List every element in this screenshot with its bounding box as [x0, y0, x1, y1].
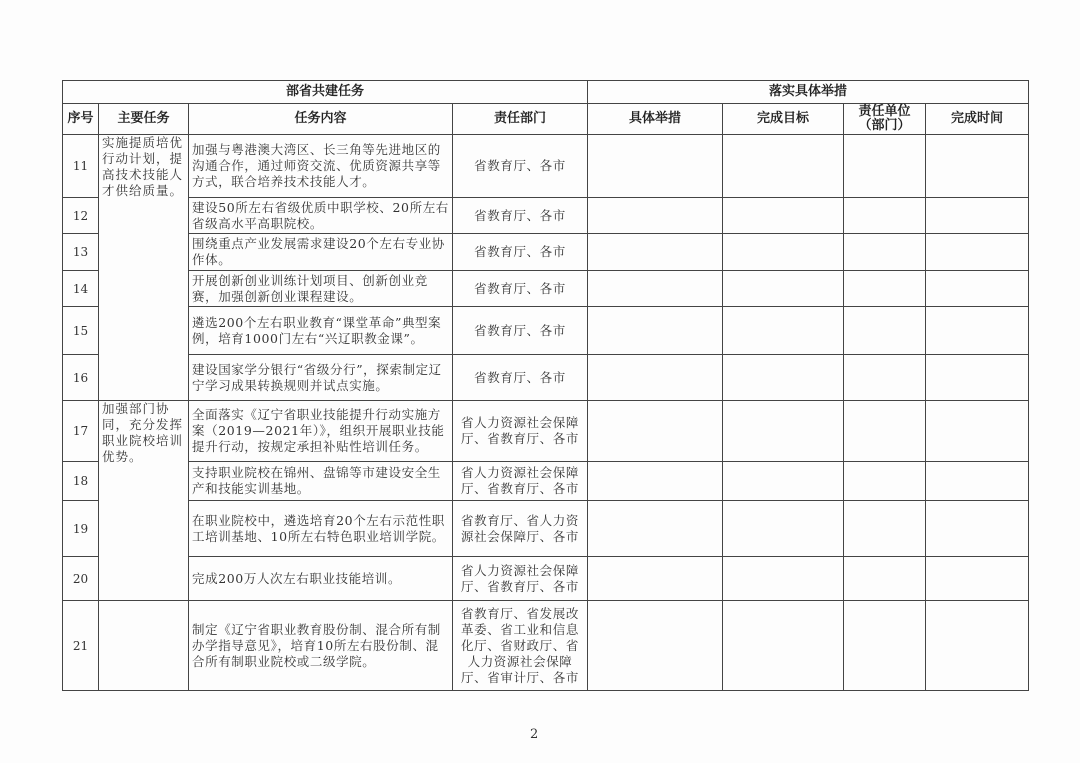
col-header-measures: 具体举措: [588, 104, 723, 135]
unit-cell: [844, 462, 926, 501]
goal-cell: [723, 501, 844, 557]
table-row: [63, 271, 1029, 307]
task-content-cell: 支持职业院校在锦州、盘锦等市建设安全生产和技能实训基地。: [189, 462, 453, 501]
responsible-dept-cell: 省人力资源社会保障厅、省教育厅、各市: [453, 401, 588, 462]
table-row: [63, 401, 1029, 462]
table-row: [63, 135, 1029, 198]
col-header-no: 序号: [63, 104, 99, 135]
measures-cell: [588, 401, 723, 462]
unit-cell: [844, 135, 926, 198]
unit-cell: [844, 355, 926, 401]
time-cell: [926, 198, 1029, 234]
measures-cell: [588, 462, 723, 501]
time-cell: [926, 462, 1029, 501]
responsible-dept-cell: 省教育厅、各市: [453, 307, 588, 355]
group-header-tasks: 部省共建任务: [63, 81, 588, 104]
measures-cell: [588, 557, 723, 601]
task-content-cell: 完成200万人次左右职业技能培训。: [189, 557, 453, 601]
measures-cell: [588, 501, 723, 557]
task-content-cell: 制定《辽宁省职业教育股份制、混合所有制办学指导意见》，培育10所左右股份制、混合所有制职业院校或二级学院。: [189, 601, 453, 691]
col-header-unit: 责任单位（部门）: [844, 104, 926, 135]
col-header-goal: 完成目标: [723, 104, 844, 135]
row-number: 16: [63, 355, 99, 401]
measures-cell: [588, 271, 723, 307]
measures-cell: [588, 307, 723, 355]
goal-cell: [723, 234, 844, 271]
row-number: 13: [63, 234, 99, 271]
time-cell: [926, 307, 1029, 355]
task-content-cell: 围绕重点产业发展需求建设20个左右专业协作体。: [189, 234, 453, 271]
unit-cell: [844, 501, 926, 557]
row-number: 15: [63, 307, 99, 355]
time-cell: [926, 135, 1029, 198]
time-cell: [926, 557, 1029, 601]
row-number: 20: [63, 557, 99, 601]
responsible-dept-cell: 省教育厅、省人力资源社会保障厅、各市: [453, 501, 588, 557]
task-content-cell: 加强与粤港澳大湾区、长三角等先进地区的沟通合作，通过师资交流、优质资源共享等方式，联合培养技术技能人才。: [189, 135, 453, 198]
task-table: [62, 80, 1029, 691]
unit-cell: [844, 601, 926, 691]
time-cell: [926, 601, 1029, 691]
table-row: [63, 355, 1029, 401]
page-number: 2: [530, 727, 539, 742]
table-row: [63, 307, 1029, 355]
goal-cell: [723, 271, 844, 307]
col-header-main-task: 主要任务: [99, 104, 189, 135]
time-cell: [926, 271, 1029, 307]
measures-cell: [588, 355, 723, 401]
task-content-cell: 全面落实《辽宁省职业技能提升行动实施方案（2019—2021年）》，组织开展职业技能提升行动，按规定承担补贴性培训任务。: [189, 401, 453, 462]
goal-cell: [723, 307, 844, 355]
task-content-cell: 遴选200个左右职业教育“课堂革命”典型案例，培育1000门左右“兴辽职教金课”。: [189, 307, 453, 355]
goal-cell: [723, 135, 844, 198]
unit-cell: [844, 401, 926, 462]
goal-cell: [723, 601, 844, 691]
responsible-dept-cell: 省教育厅、各市: [453, 355, 588, 401]
row-number: 19: [63, 501, 99, 557]
responsible-dept-cell: 省教育厅、各市: [453, 271, 588, 307]
table-row: [63, 234, 1029, 271]
table-row: [63, 601, 1029, 691]
table-row: [63, 198, 1029, 234]
col-header-content: 任务内容: [189, 104, 453, 135]
col-header-dept: 责任部门: [453, 104, 588, 135]
goal-cell: [723, 355, 844, 401]
main-task-cell: 加强部门协同，充分发挥职业院校培训优势。: [99, 401, 189, 601]
responsible-dept-cell: 省教育厅、各市: [453, 234, 588, 271]
goal-cell: [723, 462, 844, 501]
responsible-dept-cell: 省教育厅、各市: [453, 135, 588, 198]
time-cell: [926, 355, 1029, 401]
responsible-dept-cell: 省教育厅、省发展改革委、省工业和信息化厅、省财政厅、省人力资源社会保障厅、省审计厅、各市: [453, 601, 588, 691]
unit-cell: [844, 557, 926, 601]
task-content-cell: 建设50所左右省级优质中职学校、20所左右省级高水平高职院校。: [189, 198, 453, 234]
measures-cell: [588, 135, 723, 198]
main-task-cell: 实施提质培优行动计划，提高技术技能人才供给质量。: [99, 135, 189, 401]
measures-cell: [588, 601, 723, 691]
goal-cell: [723, 557, 844, 601]
responsible-dept-cell: 省人力资源社会保障厅、省教育厅、各市: [453, 557, 588, 601]
col-header-time: 完成时间: [926, 104, 1029, 135]
row-number: 21: [63, 601, 99, 691]
row-number: 11: [63, 135, 99, 198]
measures-cell: [588, 198, 723, 234]
goal-cell: [723, 198, 844, 234]
table-row: [63, 501, 1029, 557]
task-content-cell: 开展创新创业训练计划项目、创新创业竞赛，加强创新创业课程建设。: [189, 271, 453, 307]
table-row: [63, 557, 1029, 601]
table-row: [63, 462, 1029, 501]
unit-cell: [844, 271, 926, 307]
goal-cell: [723, 401, 844, 462]
unit-cell: [844, 234, 926, 271]
main-task-cell: [99, 601, 189, 691]
task-content-cell: 建设国家学分银行“省级分行”，探索制定辽宁学习成果转换规则并试点实施。: [189, 355, 453, 401]
row-number: 12: [63, 198, 99, 234]
responsible-dept-cell: 省人力资源社会保障厅、省教育厅、各市: [453, 462, 588, 501]
row-number: 17: [63, 401, 99, 462]
task-content-cell: 在职业院校中，遴选培育20个左右示范性职工培训基地、10所左右特色职业培训学院。: [189, 501, 453, 557]
time-cell: [926, 234, 1029, 271]
unit-cell: [844, 307, 926, 355]
unit-cell: [844, 198, 926, 234]
row-number: 18: [63, 462, 99, 501]
responsible-dept-cell: 省教育厅、各市: [453, 198, 588, 234]
group-header-measures: 落实具体举措: [588, 81, 1029, 104]
row-number: 14: [63, 271, 99, 307]
measures-cell: [588, 234, 723, 271]
time-cell: [926, 501, 1029, 557]
time-cell: [926, 401, 1029, 462]
